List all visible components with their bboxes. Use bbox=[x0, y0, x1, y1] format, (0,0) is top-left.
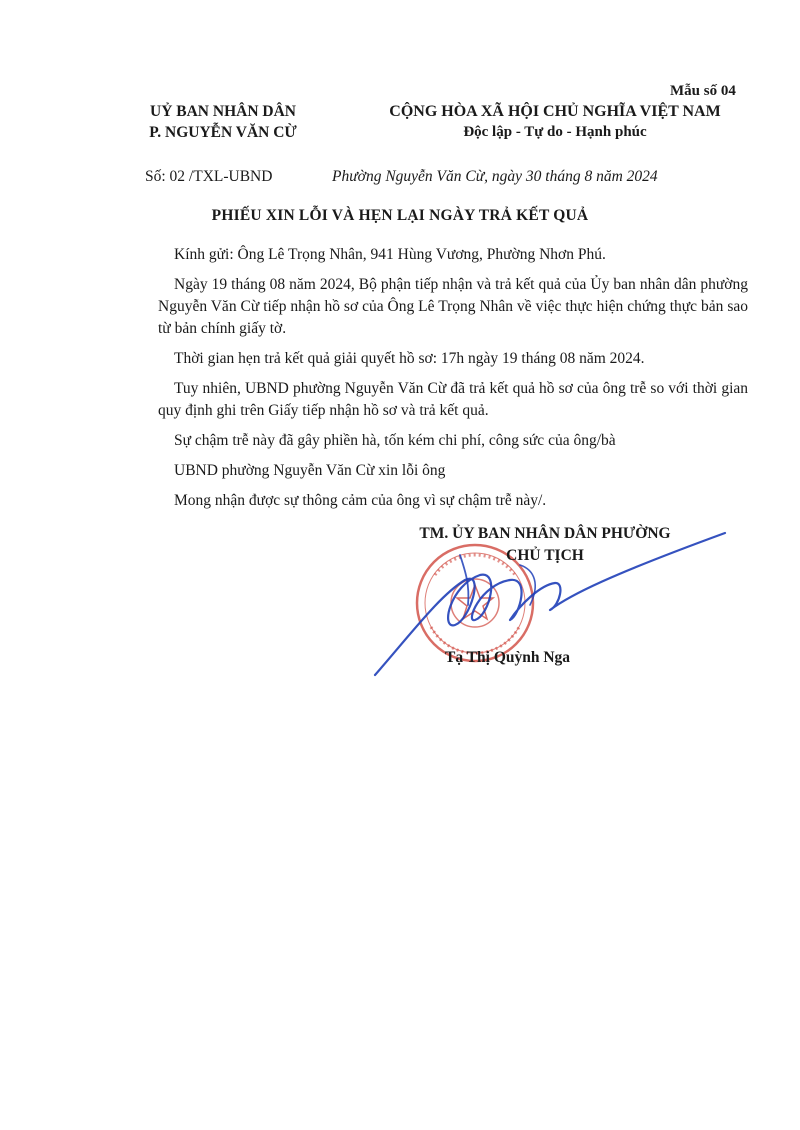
signature-title: TM. ỦY BAN NHÂN DÂN PHƯỜNG bbox=[419, 525, 671, 542]
document-number: Số: 02 /TXL-UBND bbox=[145, 168, 273, 185]
national-motto: Độc lập - Tự do - Hạnh phúc bbox=[463, 124, 647, 140]
signature-position: CHỦ TỊCH bbox=[506, 547, 584, 564]
body-paragraph: Sự chậm trễ này đã gây phiền hà, tốn kém chi phí, công sức của ông/bà bbox=[174, 432, 616, 449]
signer-name: Tạ Thị Quỳnh Nga bbox=[445, 649, 571, 666]
body-paragraph: Thời gian hẹn trả kết quả giải quyết hồ sơ: 17h ngày 19 tháng 08 năm 2024. bbox=[174, 350, 645, 367]
document-title: PHIẾU XIN LỖI VÀ HẸN LẠI NGÀY TRẢ KẾT QUẢ bbox=[211, 207, 589, 224]
issuer-line-1: UỶ BAN NHÂN DÂN bbox=[150, 103, 296, 120]
body-paragraph: UBND phường Nguyễn Văn Cừ xin lỗi ông bbox=[174, 462, 446, 479]
body-paragraph: Tuy nhiên, UBND phường Nguyễn Văn Cừ đã trả kết quả hồ sơ của ông trễ so với thời gian quy định ghi trên Giấy tiếp nhận hồ sơ và trả kết quả. bbox=[158, 380, 748, 419]
national-header bbox=[355, 101, 755, 143]
body-paragraph: Ngày 19 tháng 08 năm 2024, Bộ phận tiếp nhận và trả kết quả của Ủy ban nhân dân phường Nguyễn Văn Cừ tiếp nhận hồ sơ của Ông Lê Trọng Nhân về việc thực hiện chứng thực bản sao từ bản chính giấy tờ. bbox=[158, 276, 748, 337]
document-body bbox=[158, 244, 748, 520]
place-date: Phường Nguyễn Văn Cừ, ngày 30 tháng 8 năm 2024 bbox=[332, 168, 658, 185]
issuer-line-2: P. NGUYỄN VĂN CỪ bbox=[149, 124, 297, 141]
form-number: Mẫu số 04 bbox=[670, 83, 736, 99]
issuer-header bbox=[118, 101, 328, 143]
body-paragraph: Mong nhận được sự thông cảm của ông vì sự chậm trễ này/. bbox=[174, 492, 547, 509]
national-title: CỘNG HÒA XÃ HỘI CHỦ NGHĨA VIỆT NAM bbox=[389, 103, 721, 120]
salutation: Kính gửi: Ông Lê Trọng Nhân, 941 Hùng Vương, Phường Nhơn Phú. bbox=[174, 246, 606, 263]
